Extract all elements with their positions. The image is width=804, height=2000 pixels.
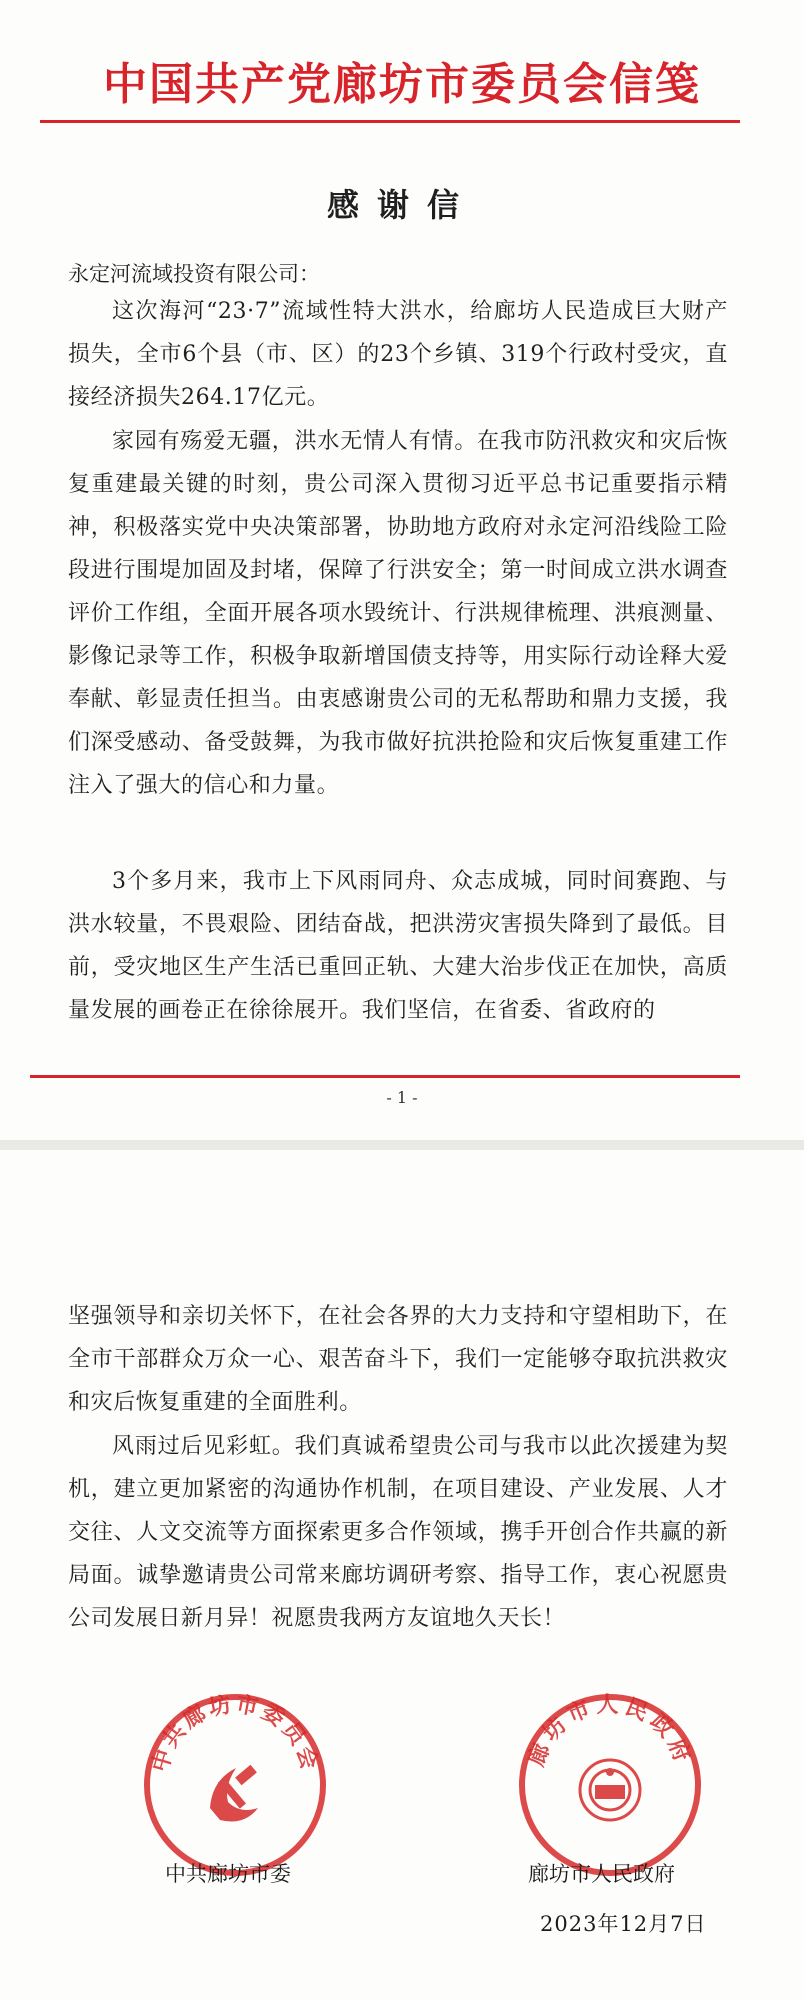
page-number: - 1 - [386, 1088, 418, 1107]
paragraph-1: 这次海河“23·7”流域性特大洪水，给廊坊人民造成巨大财产损失，全市6个县（市、区）的23个乡镇、319个行政村受灾，直接经济损失264.17亿元。 [68, 299, 728, 410]
party-emblem-icon [210, 1765, 258, 1822]
footer-rule [30, 1075, 740, 1078]
letterhead-rule [40, 120, 740, 123]
signature-date: 2023年12月7日 [540, 1912, 707, 1936]
letter-title: 感谢信 [326, 186, 477, 224]
paragraph-2: 家园有殇爱无疆，洪水无情人有情。在我市防汛救灾和灾后恢复重建最关键的时刻，贵公司深入贯彻习近平总书记重要指示精神，积极落实党中央决策部署，协助地方政府对永定河沿线险工险段进行围堤加固及封堵，保障了行洪安全；第一时间成立洪水调查评价工作组，全面开展各项水毁统计、行洪规律梳理、洪痕测量、影像记录等工作，积极争取新增国债支持等，用实际行动诠释大爱奉献、彰显责任担当。由衷感谢贵公司的无私帮助和鼎力支援，我们深受感动、备受鼓舞，为我市做好抗洪抢险和灾后恢复重建工作注入了强大的信心和力量。 [68, 429, 728, 798]
seal-left-text: 中共廊坊市委员会 [147, 1692, 323, 1775]
page-break [0, 1140, 804, 1150]
government-seal [515, 1690, 705, 1880]
paragraph-3: 3个多月来，我市上下风雨同舟、众志成城，同时间赛跑、与洪水较量，不畏艰险、团结奋战，把洪涝灾害损失降到了最低。目前，受灾地区生产生活已重回正轨、大建大治步伐正在加快，高质量发展的画卷正在徐徐展开。我们坚信，在省委、省政府的 [68, 869, 728, 1023]
signature-party-committee: 中共廊坊市委 [165, 1862, 291, 1886]
letterhead-title: 中国共产党廊坊市委员会信笺 [103, 59, 701, 110]
svg-text:廊坊市人民政府 [523, 1693, 697, 1770]
signature-government: 廊坊市人民政府 [528, 1862, 675, 1886]
svg-text:中共廊坊市委员会 [147, 1692, 323, 1775]
paragraph-5: 风雨过后见彩虹。我们真诚希望贵公司与我市以此次援建为契机，建立更加紧密的沟通协作机制，在项目建设、产业发展、人才交往、人文交流等方面探索更多合作领域，携手开创合作共赢的新局面。诚挚邀请贵公司常来廊坊调研考察、指导工作，衷心祝愿贵公司发展日新月异！祝愿贵我两方友谊地久天长！ [68, 1434, 728, 1631]
paragraph-4: 坚强领导和亲切关怀下，在社会各界的大力支持和守望相助下，在全市干部群众万众一心、艰苦奋斗下，我们一定能够夺取抗洪救灾和灾后恢复重建的全面胜利。 [68, 1304, 728, 1415]
salutation: 永定河流域投资有限公司： [68, 262, 320, 286]
national-emblem-icon [580, 1760, 640, 1820]
seal-right-text: 廊坊市人民政府 [524, 1693, 696, 1770]
party-committee-seal [140, 1690, 330, 1880]
